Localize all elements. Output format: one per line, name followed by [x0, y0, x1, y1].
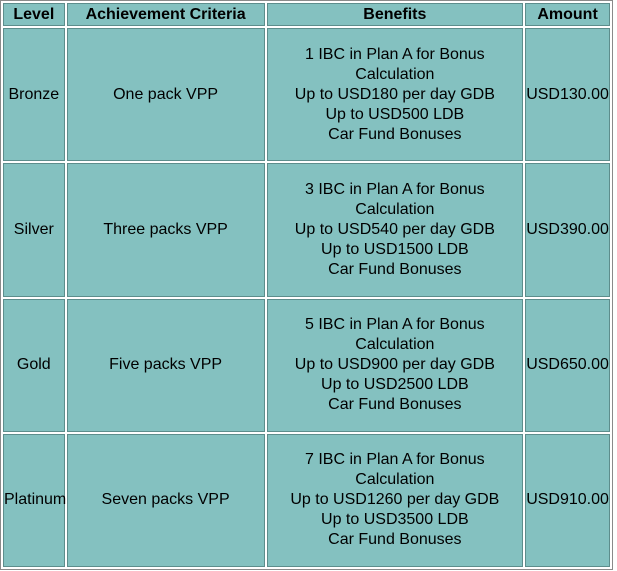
- benefit-line: Car Fund Bonuses: [328, 125, 462, 143]
- header-level: Level: [3, 3, 65, 26]
- header-achievement-criteria: Achievement Criteria: [67, 3, 265, 26]
- benefit-line: Up to USD540 per day GDB: [294, 220, 495, 238]
- benefit-line: Calculation: [355, 200, 435, 218]
- header-amount: Amount: [525, 3, 610, 26]
- benefit-line: 1 IBC in Plan A for Bonus: [305, 45, 485, 63]
- criteria-cell: Seven packs VPP: [67, 434, 265, 567]
- benefit-line: Car Fund Bonuses: [328, 260, 462, 278]
- benefit-line: 7 IBC in Plan A for Bonus: [305, 451, 485, 469]
- amount-cell: USD650.00: [525, 299, 610, 432]
- amount-cell: USD390.00: [525, 163, 610, 296]
- benefit-line: Calculation: [355, 471, 435, 489]
- benefit-line: Up to USD180 per day GDB: [294, 85, 495, 103]
- benefit-line: 5 IBC in Plan A for Bonus: [305, 316, 485, 334]
- table-row-gold: [3, 299, 610, 432]
- benefits-cell: [267, 434, 524, 567]
- level-cell: Platinum: [3, 434, 65, 567]
- amount-cell: USD910.00: [525, 434, 610, 567]
- benefits-cell: [267, 299, 524, 432]
- level-cell: Bronze: [3, 28, 65, 161]
- benefit-line: 3 IBC in Plan A for Bonus: [305, 180, 485, 198]
- level-cell: Silver: [3, 163, 65, 296]
- level-cell: Gold: [3, 299, 65, 432]
- amount-cell: USD130.00: [525, 28, 610, 161]
- criteria-cell: Five packs VPP: [67, 299, 265, 432]
- benefit-line: Car Fund Bonuses: [328, 531, 462, 549]
- benefit-line: Up to USD500 LDB: [325, 105, 465, 123]
- benefit-line: Up to USD2500 LDB: [321, 376, 469, 394]
- benefit-line: Car Fund Bonuses: [328, 396, 462, 414]
- benefit-line: Up to USD900 per day GDB: [294, 356, 495, 374]
- benefit-line: Calculation: [355, 65, 435, 83]
- benefits-cell: [267, 163, 524, 296]
- benefit-line: Up to USD1260 per day GDB: [290, 491, 500, 509]
- table-row-platinum: [3, 434, 610, 567]
- criteria-cell: Three packs VPP: [67, 163, 265, 296]
- table-header-row: [3, 3, 610, 26]
- table-row-silver: [3, 163, 610, 296]
- benefits-cell: [267, 28, 524, 161]
- benefit-line: Up to USD3500 LDB: [321, 511, 469, 529]
- header-benefits: Benefits: [267, 3, 524, 26]
- benefit-line: Up to USD1500 LDB: [321, 240, 469, 258]
- table-row-bronze: [3, 28, 610, 161]
- benefit-line: Calculation: [355, 336, 435, 354]
- criteria-cell: One pack VPP: [67, 28, 265, 161]
